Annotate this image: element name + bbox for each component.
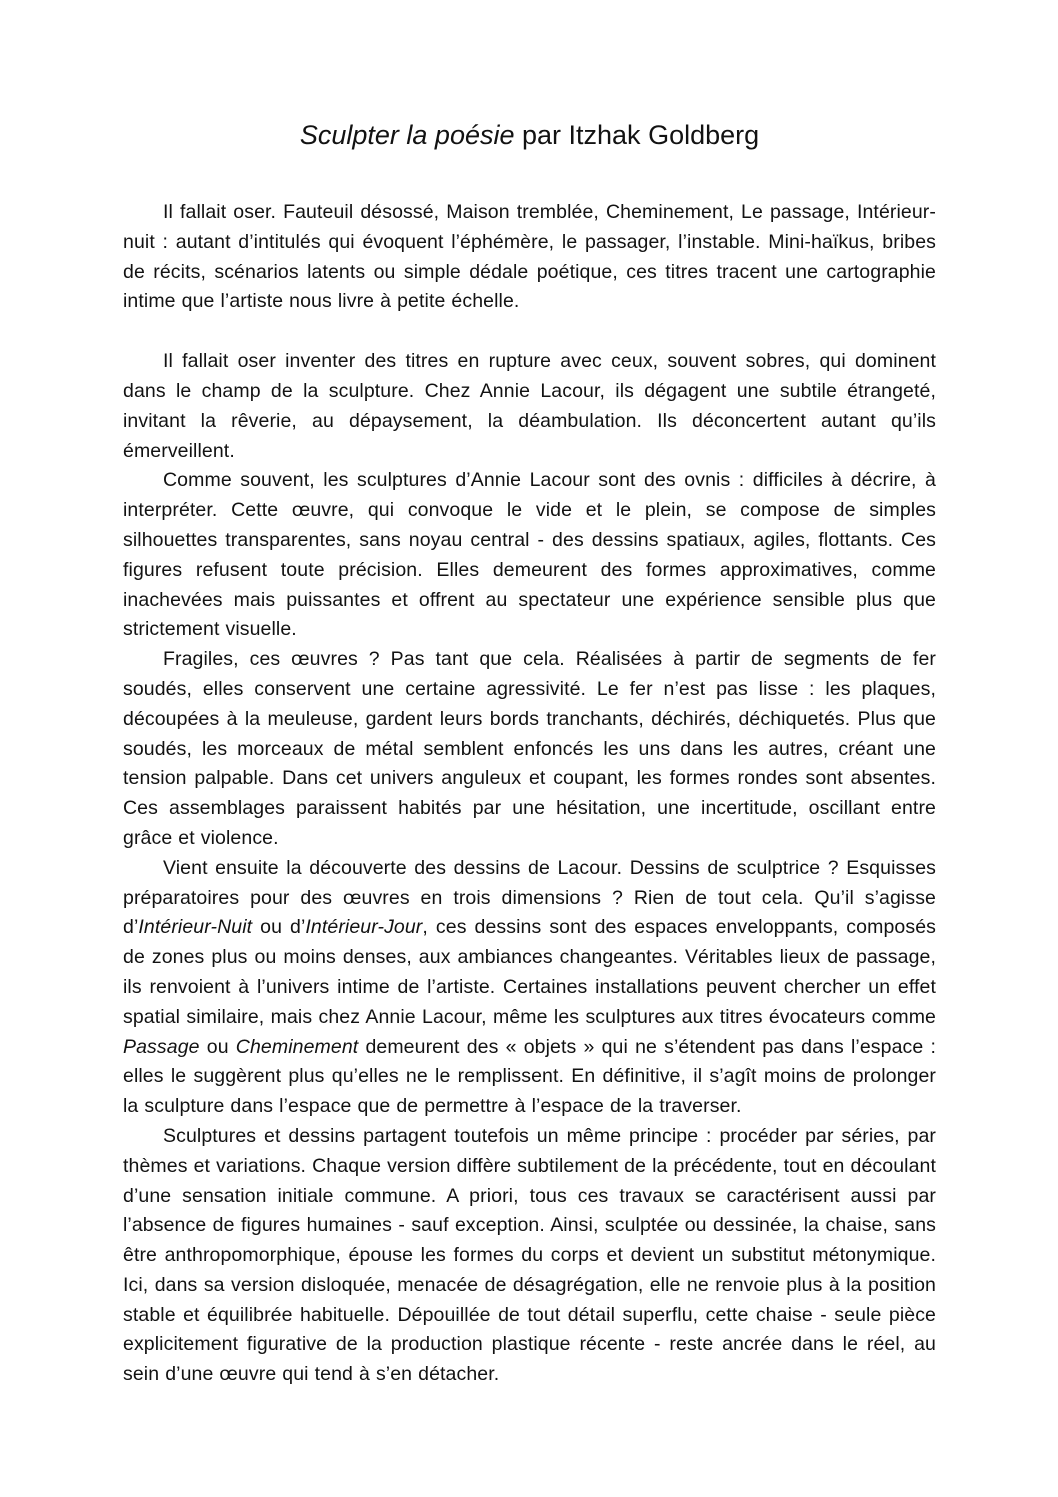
italic-text-run: Cheminement bbox=[235, 1035, 359, 1058]
paragraph bbox=[123, 347, 936, 466]
text-run: Sculptures et dessins partagent toutefois un même principe : procéder par séries, par thèmes et variations. Chaque version diffère subtilement de la précédente, tout en découlant d’une sensation initiale commune. A priori, tous ces travaux se caractérisent aussi par l’absence de figures humaines - sauf exception. Ainsi, sculptée ou dessinée, la chaise, sans être anthropomorphique, épouse les formes du corps et devient un substitut métonymique. Ici, dans sa version disloquée, menacée de désagrégation, elle ne renvoie plus à la position stable et équilibrée habituelle. Dépouillée de tout détail superflu, cette chaise - seule pièce explicitement figurative de la production plastique récente - reste ancrée dans le réel, au sein d’une œuvre qui tend à s’en détacher. bbox=[123, 1124, 936, 1386]
page-title bbox=[123, 118, 936, 152]
italic-text-run: Intérieur-Nuit bbox=[138, 916, 253, 939]
title-author: par Itzhak Goldberg bbox=[514, 120, 760, 150]
text-run: demeurent des « objets » qui ne s’étendent pas dans l’espace : elles le suggèrent plus qu’elles ne le remplissent. En définitive, il s’agît moins de prolonger la sculpture dans l’espace que de permettre à l’espace de la traverser. bbox=[123, 1035, 936, 1118]
italic-text-run: Intérieur-Jour bbox=[305, 916, 423, 939]
paragraph bbox=[123, 1122, 936, 1390]
paragraph bbox=[123, 854, 936, 1122]
text-run: Fragiles, ces œuvres ? Pas tant que cela. Réalisées à partir de segments de fer soudés, elles conservent une certaine agressivité. Le fer n’est pas lisse : les plaques, découpées à la meuleuse, gardent leurs bords tranchants, déchirés, déchiquetés. Plus que soudés, les morceaux de métal semblent enfoncés les uns dans les autres, créant une tension palpable. Dans cet univers anguleux et coupant, les formes rondes sont absentes. Ces assemblages paraissent habités par une hésitation, une incertitude, oscillant entre grâce et violence. bbox=[123, 648, 936, 849]
text-run: ou d’ bbox=[252, 916, 306, 939]
text-run: Il fallait oser. Fauteuil désossé, Maison tremblée, Cheminement, Le passage, Intérieur-nuit : autant d’intitulés qui évoquent l’éphémère, le passager, l’instable. Mini-haïkus, bribes de récits, scénarios latents ou simple dédale poétique, ces titres tracent une cartographie intime que l’artiste nous livre à petite échelle. bbox=[123, 201, 936, 313]
document-body bbox=[123, 198, 936, 1390]
paragraph bbox=[123, 198, 936, 317]
paragraph bbox=[123, 645, 936, 854]
text-run: , ces dessins sont des espaces enveloppants, composés de zones plus ou moins denses, aux ambiances changeantes. Véritables lieux de passage, ils renvoient à l’univers intime de l’artiste. Certaines installations peuvent chercher un effet spatial similaire, mais chez Annie Lacour, même les sculptures aux titres évocateurs comme bbox=[123, 916, 936, 1028]
paragraph bbox=[123, 466, 936, 645]
text-run: Vient ensuite la découverte des dessins de Lacour. Dessins de sculptrice ? Esquisses préparatoires pour des œuvres en trois dimensions ? Rien de tout cela. Qu’il s’agisse d’ bbox=[123, 856, 936, 939]
text-run: ou bbox=[199, 1035, 236, 1058]
italic-text-run: Passage bbox=[123, 1035, 200, 1058]
text-run: Comme souvent, les sculptures d’Annie Lacour sont des ovnis : difficiles à décrire, à interpréter. Cette œuvre, qui convoque le vide et le plein, se compose de simples silhouettes transparentes, sans noyau central - des dessins spatiaux, agiles, flottants. Ces figures refusent toute précision. Elles demeurent des formes approximatives, comme inachevées mais puissantes et offrent au spectateur une expérience sensible plus que strictement visuelle. bbox=[123, 469, 936, 641]
text-run: Il fallait oser inventer des titres en rupture avec ceux, souvent sobres, qui dominent dans le champ de la sculpture. Chez Annie Lacour, ils dégagent une subtile étrangeté, invitant la rêverie, au dépaysement, la déambulation. Ils déconcertent autant qu’ils émerveillent. bbox=[123, 350, 936, 462]
title-work-name: Sculpter la poésie bbox=[299, 120, 515, 150]
